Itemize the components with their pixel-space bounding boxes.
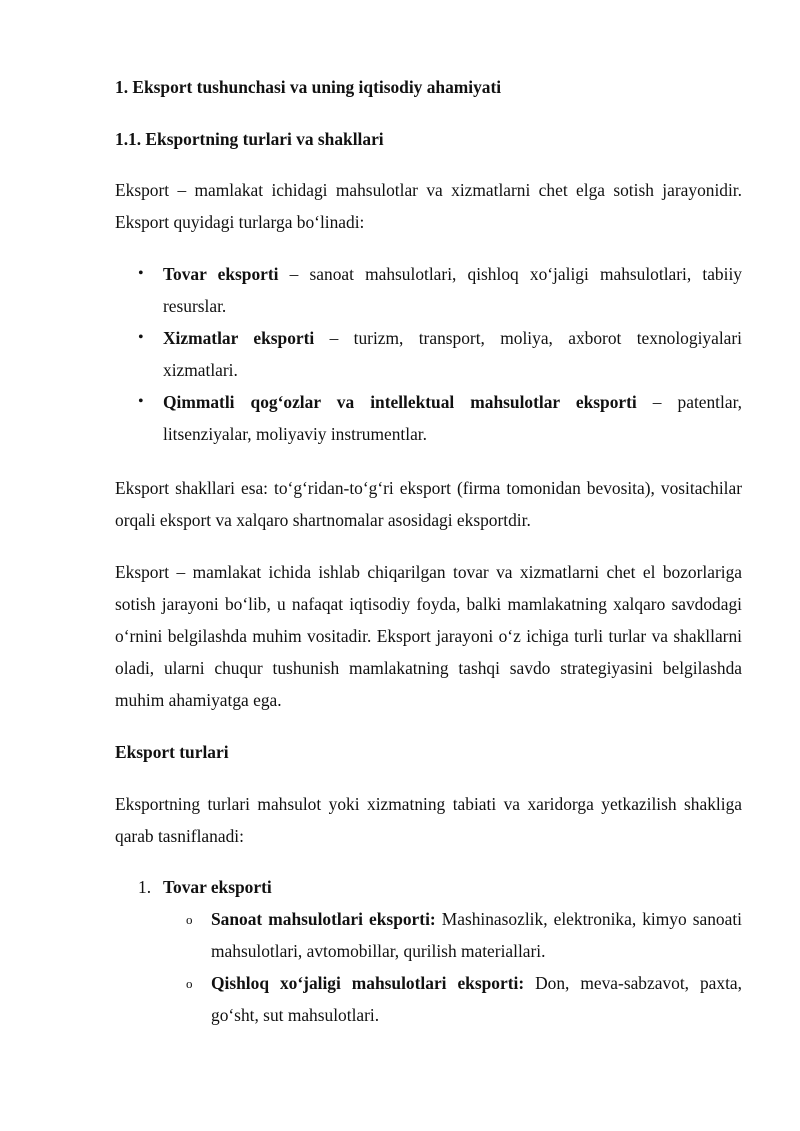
bullet-icon: • [138,329,144,346]
sub-item-term: Sanoat mahsulotlari eksporti: [211,909,436,929]
list-item [115,386,742,450]
definition-paragraph: Eksport – mamlakat ichida ishlab chiqarilgan tovar va xizmatlarni chet el bozorlariga sotish jarayoni bo‘lib, u nafaqat iqtisodiy foyda, balki mamlakatning xalqaro savdodagi o‘rnini belgilashda muhim vositadir. Eksport jarayoni o‘z ichiga turli turlar va shakllarni oladi, ularni chuqur tushunish mamlakatning tashqi savdo strategiyasini belgilashda muhim ahamiyatga ega. [115,562,742,710]
types-heading: Eksport turlari [115,742,229,762]
export-types-list [115,258,742,450]
circle-bullet-icon: o [186,912,193,927]
classification-paragraph: Eksportning turlari mahsulot yoki xizmatning tabiati va xaridorga yetkazilish shakliga qarab tasniflanadi: [115,794,742,846]
section-heading: 1. Eksport tushunchasi va uning iqtisodiy ahamiyati [115,77,502,97]
sub-item-text: Mashinasozlik, elektronika, kimyo sanoati mahsulotlari, avtomobillar, qurilish materiallari. [211,909,743,961]
sub-list-item [115,903,742,967]
list-item-term: Qimmatli qog‘ozlar va intellektual mahsulotlar eksporti [163,392,637,412]
list-item-text: – patentlar, litsenziyalar, moliyaviy instrumentlar. [163,392,743,444]
list-item [115,258,742,322]
list-item [115,322,742,386]
numbered-list [115,871,742,903]
bullet-icon: • [138,265,144,282]
item-number: 1. [138,877,152,897]
sub-item-text: Don, meva-sabzavot, paxta, go‘sht, sut mahsulotlari. [211,973,742,1025]
list-item-text: – turizm, transport, moliya, axborot texnologiyalari xizmatlari. [163,328,742,380]
list-item-term: Xizmatlar eksporti [163,328,315,348]
sub-item-term: Qishloq xo‘jaligi mahsulotlari eksporti: [211,973,525,993]
numbered-item-title: Tovar eksporti [163,877,272,897]
subsection-heading: 1.1. Eksportning turlari va shakllari [115,129,384,149]
sub-list-item [115,967,742,1031]
list-item-text: – sanoat mahsulotlari, qishloq xo‘jaligi mahsulotlari, tabiiy resurslar. [163,264,742,316]
forms-paragraph: Eksport shakllari esa: to‘g‘ridan-to‘g‘ri eksport (firma tomonidan bevosita), vositachilar orqali eksport va xalqaro shartnomalar asosidagi eksportdir. [115,478,742,530]
bullet-icon: • [138,393,144,410]
numbered-item [115,871,742,903]
list-item-term: Tovar eksporti [163,264,279,284]
intro-paragraph: Eksport – mamlakat ichidagi mahsulotlar va xizmatlarni chet elga sotish jarayonidir. Eksport quyidagi turlarga bo‘linadi: [115,180,742,232]
sub-list [115,903,742,1031]
circle-bullet-icon: o [186,976,193,991]
